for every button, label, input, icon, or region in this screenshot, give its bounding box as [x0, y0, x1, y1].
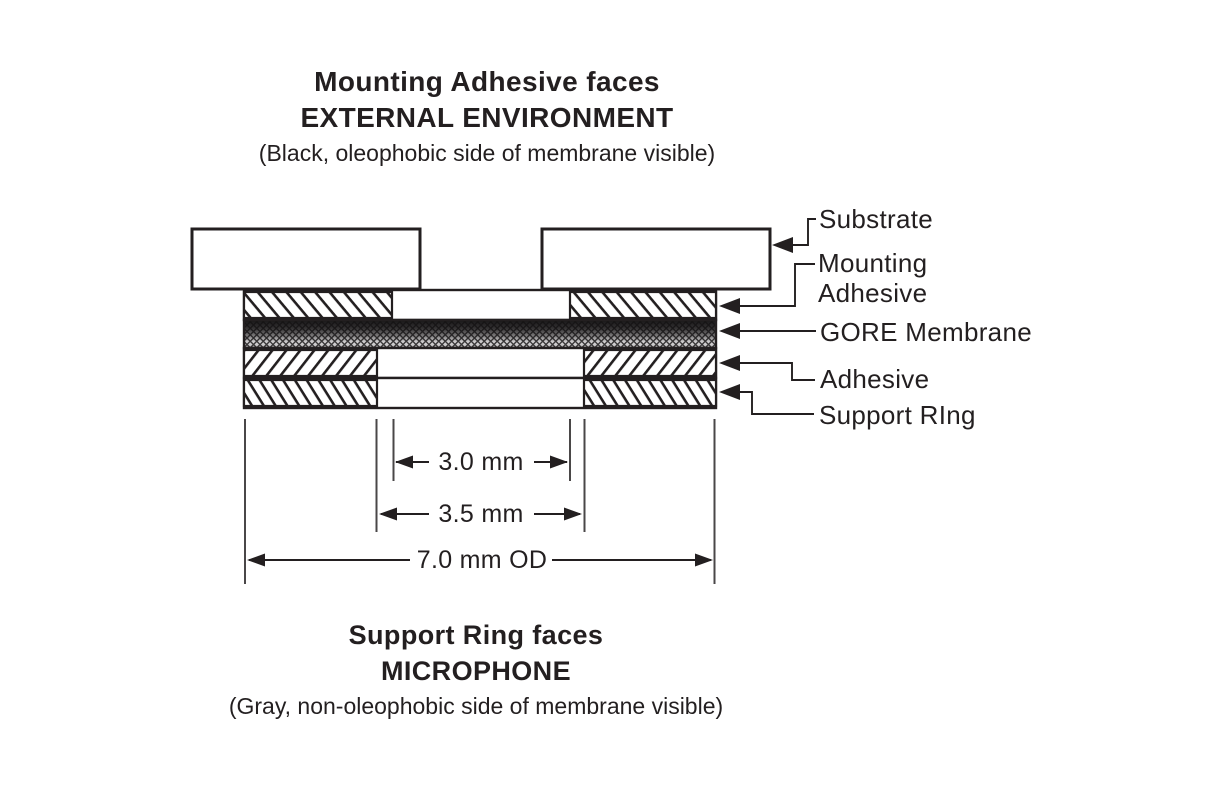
mounting-adhesive-label-line1: Mounting [818, 248, 928, 278]
support-ring-leader-line [737, 392, 814, 414]
header-line1: Mounting Adhesive faces [314, 66, 660, 97]
footer-line2: MICROPHONE [380, 656, 571, 686]
support-ring-arrowhead-icon [719, 384, 740, 400]
adhesive-arrowhead-icon [719, 355, 740, 371]
dimension-inner-diameter: 3.0 mm [438, 448, 524, 476]
dim-7-0-right-arrowhead-icon [695, 554, 713, 567]
gore-membrane-arrowhead-icon [719, 323, 740, 339]
adhesive-label: Adhesive [820, 364, 930, 394]
gore-membrane-layer [244, 320, 716, 348]
adhesive-leader-line [737, 363, 815, 380]
substrate-arrowhead-icon [772, 237, 793, 253]
support-ring-layer [244, 378, 716, 408]
substrate-leader-line [791, 219, 816, 245]
dimension-outer-diameter: 7.0 mm OD [416, 546, 548, 574]
mounting-adhesive-hatch-left [244, 292, 392, 318]
header-line2: EXTERNAL ENVIRONMENT [300, 102, 674, 133]
gore-membrane-label: GORE Membrane [820, 317, 1032, 347]
footer-note: (Gray, non-oleophobic side of membrane visible) [228, 693, 724, 719]
support-ring-hatch-right [584, 380, 716, 406]
substrate-label: Substrate [819, 204, 933, 234]
substrate-right-rect [542, 229, 770, 289]
support-ring-label: Support RIng [819, 400, 976, 430]
mounting-adhesive-label-line2: Adhesive [818, 278, 928, 308]
header-note: (Black, oleophobic side of membrane visible) [258, 140, 716, 166]
adhesive-hatch-left [244, 350, 377, 376]
dimension-middle-diameter: 3.5 mm [438, 500, 524, 528]
substrate-left-rect [192, 229, 420, 289]
mounting-adhesive-arrowhead-icon [719, 298, 740, 314]
mounting-adhesive-hatch-right [570, 292, 716, 318]
adhesive-layer [244, 348, 716, 378]
mounting-adhesive-layer [244, 290, 716, 320]
support-ring-hatch-left [244, 380, 377, 406]
footer-line1: Support Ring faces [348, 620, 604, 650]
dim-7-0-left-arrowhead-icon [247, 554, 265, 567]
adhesive-hatch-right [584, 350, 716, 376]
